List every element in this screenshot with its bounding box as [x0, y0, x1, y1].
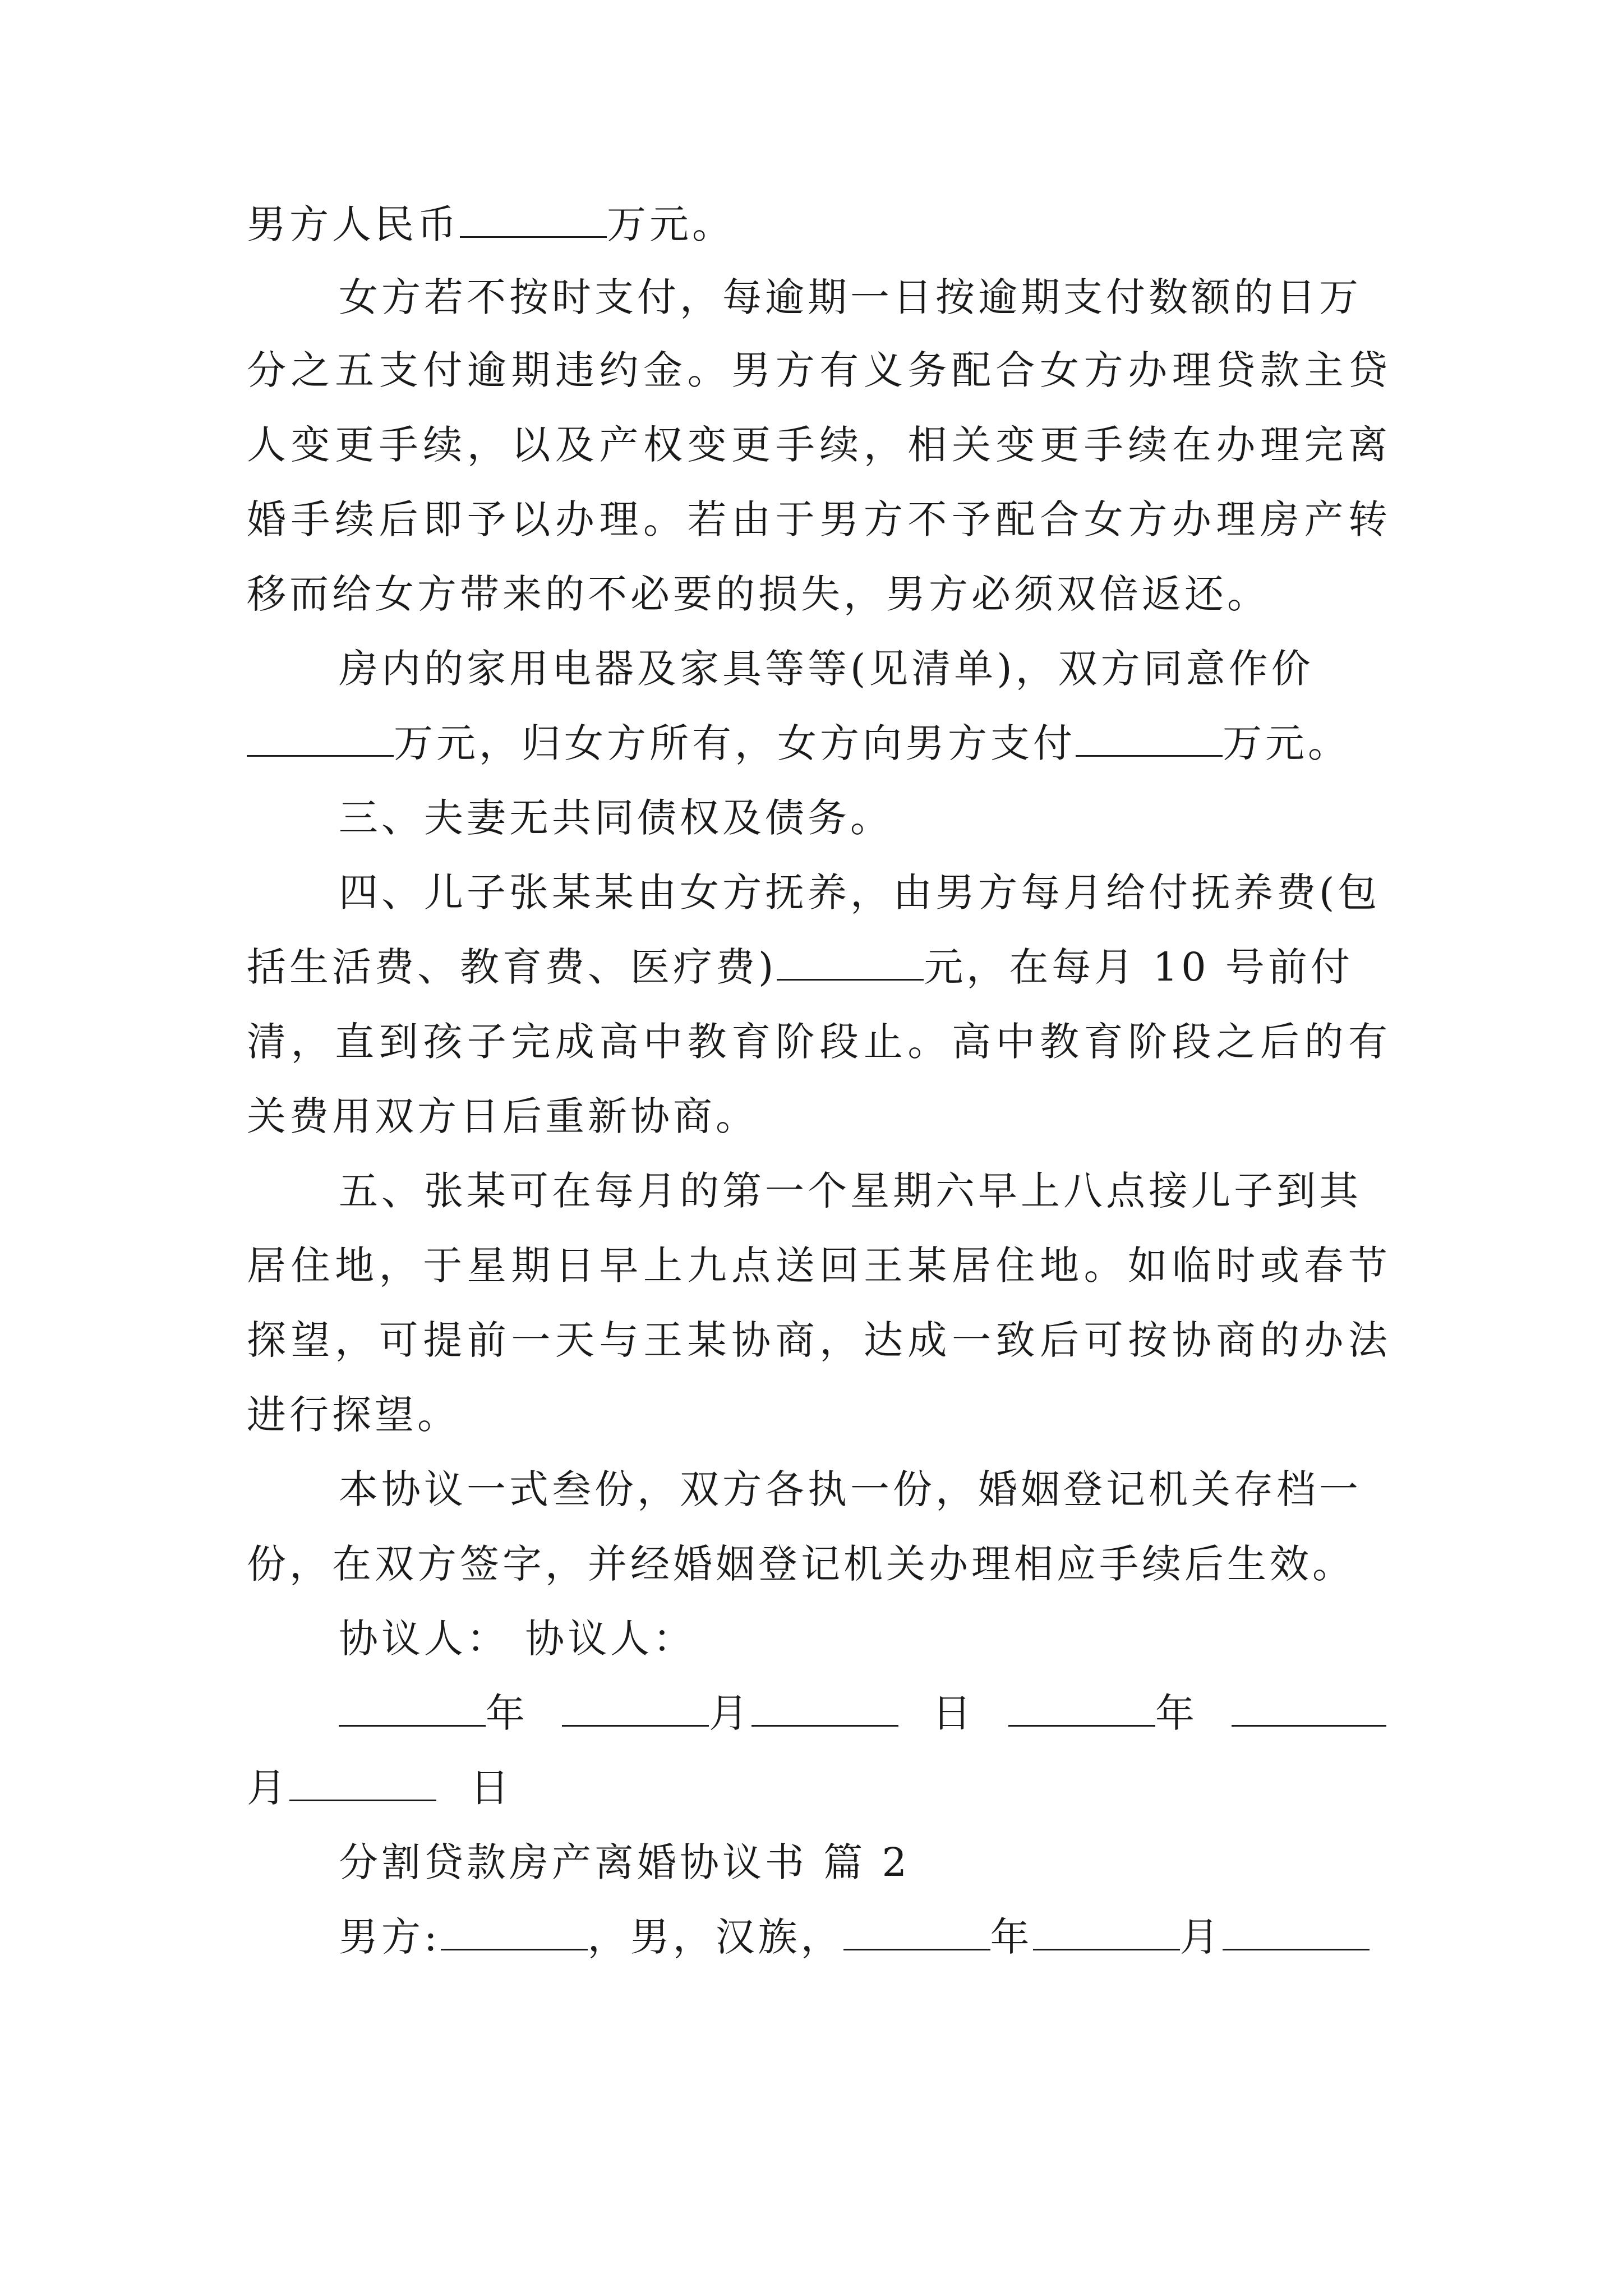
text-line: 移而给女方带来的不必要的损失，男方必须双倍返还。 [247, 571, 1270, 617]
text-line: 进行探望。 [247, 1392, 460, 1438]
blank-field [843, 1913, 990, 1950]
blank-field [1008, 1689, 1155, 1727]
text-line: 关费用双方日后重新协商。 [247, 1093, 758, 1139]
text-segment: 年 [990, 1914, 1033, 1960]
text-line: 居住地，于星期日早上九点送回王某居住地。如临时或春节 [247, 1243, 1391, 1289]
text-segment: 男方人民币 [247, 201, 460, 247]
text-line: 清，直到孩子完成高中教育阶段止。高中教育阶段之后的有 [247, 1019, 1391, 1065]
text-line [247, 939, 1391, 995]
text-segment: 月 [247, 1765, 289, 1811]
blank-field [247, 719, 394, 757]
blank-field [289, 1764, 436, 1801]
date-line [247, 1760, 1391, 1816]
text-line: 女方若不按时支付，每逾期一日按逾期支付数额的日万 [339, 274, 1362, 320]
blank-field [562, 1689, 709, 1727]
text-line: 三、夫妻无共同债权及债务。 [339, 795, 893, 841]
text-segment: 年 [486, 1690, 528, 1736]
blank-field [1076, 719, 1223, 757]
text-line [247, 715, 1391, 771]
text-line: 探望，可提前一天与王某协商，达成一致后可按协商的办法 [247, 1317, 1391, 1363]
section-title: 分割贷款房产离婚协议书 篇 2 [339, 1839, 911, 1885]
blank-field [777, 943, 924, 981]
text-line: 四、儿子张某某由女方抚养，由男方每月给付抚养费(包 [339, 869, 1381, 915]
text-line: 人变更手续，以及产权变更手续，相关变更手续在办理完离 [247, 422, 1391, 468]
text-segment: 万元，归女方所有，女方向男方支付 [394, 720, 1076, 766]
text-segment: ，男，汉族， [587, 1914, 843, 1960]
blank-field [1232, 1689, 1386, 1727]
text-segment: 年 [1155, 1690, 1198, 1736]
blank-field [1223, 1913, 1370, 1950]
text-segment: 万元。 [1223, 720, 1350, 766]
text-segment: 日 [932, 1690, 975, 1736]
text-line: 本协议一式叁份，双方各执一份，婚姻登记机关存档一 [339, 1466, 1362, 1512]
blank-field [460, 200, 607, 238]
text-segment: 括生活费、教育费、医疗费) [247, 944, 777, 990]
text-segment: 男方: [339, 1914, 441, 1960]
text-line: 分之五支付逾期违约金。男方有义务配合女方办理贷款主贷 [247, 347, 1391, 393]
blank-field [339, 1689, 486, 1727]
text-segment: 元，在每月 10 号前付 [924, 944, 1353, 990]
text-line: 五、张某可在每月的第一个星期六早上八点接儿子到其 [339, 1168, 1362, 1214]
blank-field [1033, 1913, 1180, 1950]
text-segment: 月 [709, 1690, 751, 1736]
text-segment: 月 [1179, 1914, 1223, 1960]
text-segment: 万元。 [607, 201, 735, 247]
text-line: 份，在双方签字，并经婚姻登记机关办理相应手续后生效。 [247, 1541, 1355, 1587]
text-segment: 日 [470, 1765, 513, 1811]
text-line: 婚手续后即予以办理。若由于男方不予配合女方办理房产转 [247, 496, 1391, 542]
date-line [339, 1685, 1483, 1741]
text-line [247, 196, 1391, 252]
text-line: 房内的家用电器及家具等等(见清单)，双方同意作价 [339, 646, 1314, 692]
blank-field [441, 1913, 588, 1950]
blank-field [751, 1689, 898, 1727]
text-line [339, 1909, 1393, 1965]
signature-labels: 协议人： 协议人： [339, 1616, 696, 1662]
